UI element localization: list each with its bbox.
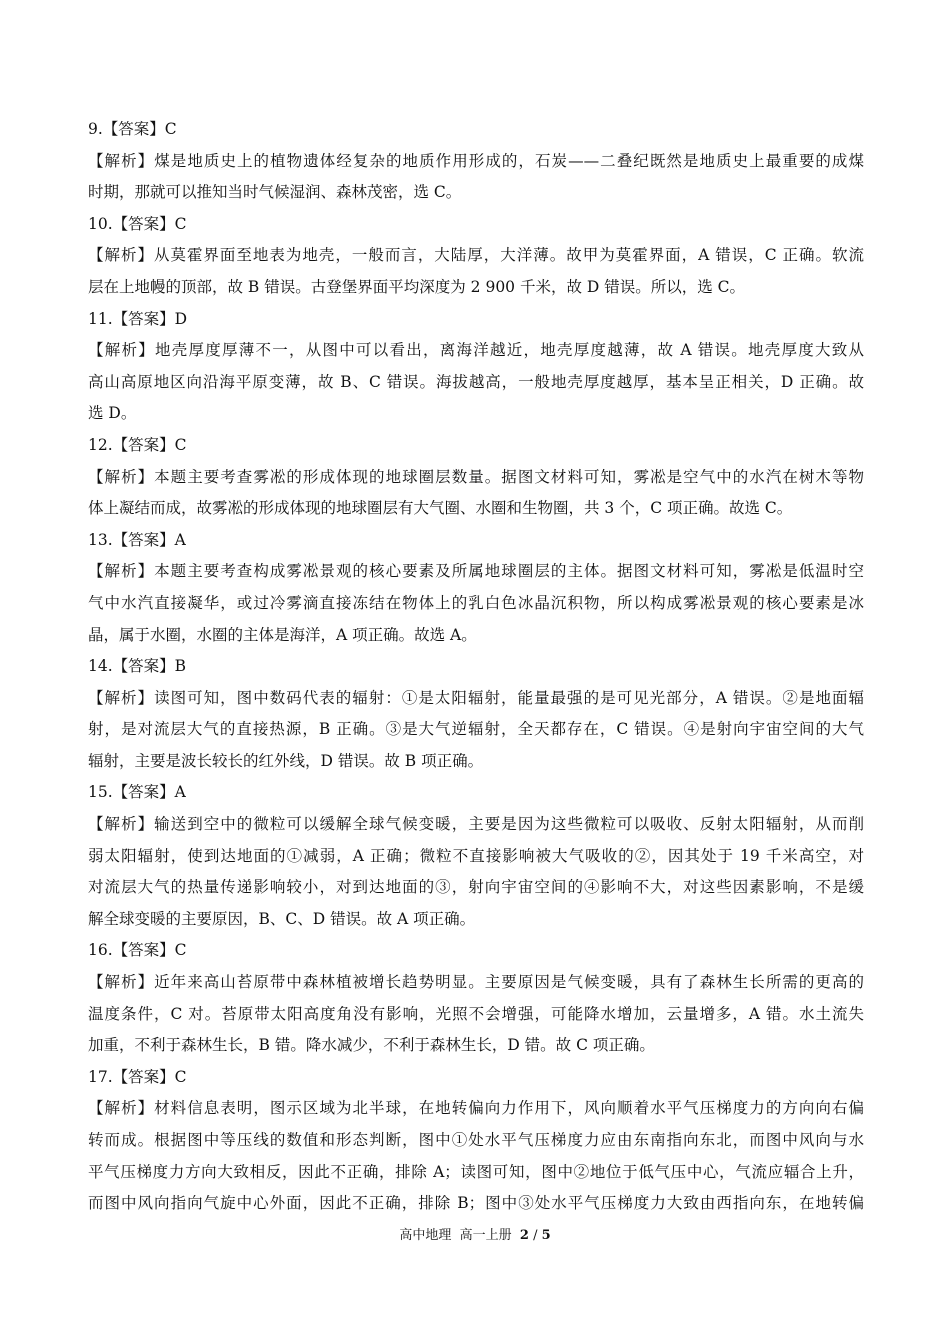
- explanation-line: 转而成。根据图中等压线的数值和形态判断，图中①处水平气压梯度力应由东南指向东北，而图中风向与水: [88, 1131, 864, 1149]
- explanation-line: 时期，那就可以推知当时气候湿润、森林茂密，选 C。: [88, 183, 462, 202]
- explanation-line: 【解析】本题主要考查雾凇的形成体现的地球圈层数量。据图文材料可知，雾凇是空气中的水汽在树木等物: [88, 467, 864, 486]
- explanation-line: 辐射，主要是波长较长的红外线，D 错误。故 B 项正确。: [88, 751, 484, 770]
- explanation-line: 加重，不利于森林生长，B 错。降水减少，不利于森林生长，D 错。故 C 项正确。: [88, 1036, 655, 1055]
- explanation-line: 【解析】从莫霍界面至地表为地壳，一般而言，大陆厚，大洋薄。故甲为莫霍界面，A 错误，C 正确。软流: [88, 246, 864, 265]
- footer-grade: 高一上册: [459, 1228, 512, 1243]
- footer-page-number: 2: [519, 1228, 529, 1243]
- explanation-line: 体上凝结而成，故雾凇的形成体现的地球圈层有大气圈、水圈和生物圈，共 3 个，C 项正确。故选 C。: [88, 499, 793, 518]
- explanation-line: 对流层大气的热量传递影响较小，对到达地面的③，射向宇宙空间的④影响不大，对这些因素影响，不是缓: [88, 878, 864, 897]
- explanation-line: 解全球变暖的主要原因，B、C、D 错误。故 A 项正确。: [88, 909, 476, 928]
- footer-subject: 高中地理: [399, 1228, 452, 1243]
- explanation-line: 射，是对流层大气的直接热源，B 正确。③是大气逆辐射，全天都存在，C 错误。④是射向宇宙空间的大气: [88, 720, 864, 739]
- explanation-line: 高山高原地区向沿海平原变薄，故 B、C 错误。海拔越高，一般地壳厚度越厚，基本呈正相关，D 正确。故: [88, 372, 864, 391]
- explanation-line: 弱太阳辐射，使到达地面的①减弱，A 正确；微粒不直接影响被大气吸收的②，因其处于 19 千米高空，对: [88, 846, 864, 865]
- answer-heading: 11.【答案】D: [88, 309, 188, 328]
- explanation-line: 【解析】地壳厚度厚薄不一，从图中可以看出，离海洋越近，地壳厚度越薄，故 A 错误。地壳厚度大致从: [88, 341, 864, 360]
- explanation-line: 而图中风向指向气旋中心外面，因此不正确，排除 B；图中③处水平气压梯度力大致由西指向东，在地转偏: [88, 1194, 864, 1213]
- explanation-line: 【解析】读图可知，图中数码代表的辐射：①是太阳辐射，能量最强的是可见光部分，A 错误。②是地面辐: [88, 688, 864, 707]
- explanation-line: 【解析】煤是地质史上的植物遗体经复杂的地质作用形成的，石炭——二叠纪既然是地质史上最重要的成煤: [88, 151, 864, 170]
- footer-page-total: 5: [541, 1228, 551, 1243]
- explanation-line: 【解析】本题主要考查构成雾凇景观的核心要素及所属地球圈层的主体。据图文材料可知，雾凇是低温时空: [88, 562, 864, 581]
- explanation-line: 选 D。: [88, 404, 137, 423]
- answer-heading: 14.【答案】B: [88, 657, 187, 676]
- explanation-line: 【解析】近年来高山苔原带中森林植被增长趋势明显。主要原因是气候变暖，具有了森林生长所需的更高的: [88, 973, 864, 992]
- answer-explanations: [88, 114, 864, 1220]
- explanation-line: 【解析】材料信息表明，图示区域为北半球，在地转偏向力作用下，风向顺着水平气压梯度力的方向向右偏: [88, 1099, 864, 1118]
- explanation-line: 温度条件，C 对。苔原带太阳高度角没有影响，光照不会增强，可能降水增加，云量增多，A 错。水土流失: [88, 1004, 864, 1023]
- explanation-line: 晶，属于水圈，水圈的主体是海洋，A 项正确。故选 A。: [88, 625, 477, 644]
- answer-heading: 12.【答案】C: [88, 435, 187, 454]
- footer-separator: /: [533, 1228, 538, 1243]
- answer-heading: 15.【答案】A: [88, 783, 186, 802]
- answer-heading: 17.【答案】C: [88, 1067, 187, 1086]
- answer-heading: 16.【答案】C: [88, 941, 187, 960]
- answer-heading: 13.【答案】A: [88, 530, 186, 549]
- explanation-line: 气中水汽直接凝华，或过冷雾滴直接冻结在物体上的乳白色冰晶沉积物，所以构成雾凇景观的核心要素是冰: [88, 593, 864, 612]
- explanation-line: 平气压梯度力方向大致相反，因此不正确，排除 A；读图可知，图中②地位于低气压中心，气流应辐合上升，: [88, 1162, 864, 1181]
- explanation-line: 层在上地幔的顶部，故 B 错误。古登堡界面平均深度为 2 900 千米，故 D 错误。所以，选 C。: [88, 277, 746, 296]
- answer-heading: 10.【答案】C: [88, 214, 187, 233]
- explanation-line: 【解析】输送到空中的微粒可以缓解全球气候变暖，主要是因为这些微粒可以吸收、反射太阳辐射，从而削: [88, 815, 864, 834]
- answer-heading: 9.【答案】C: [88, 120, 177, 138]
- page-footer: [0, 1226, 950, 1246]
